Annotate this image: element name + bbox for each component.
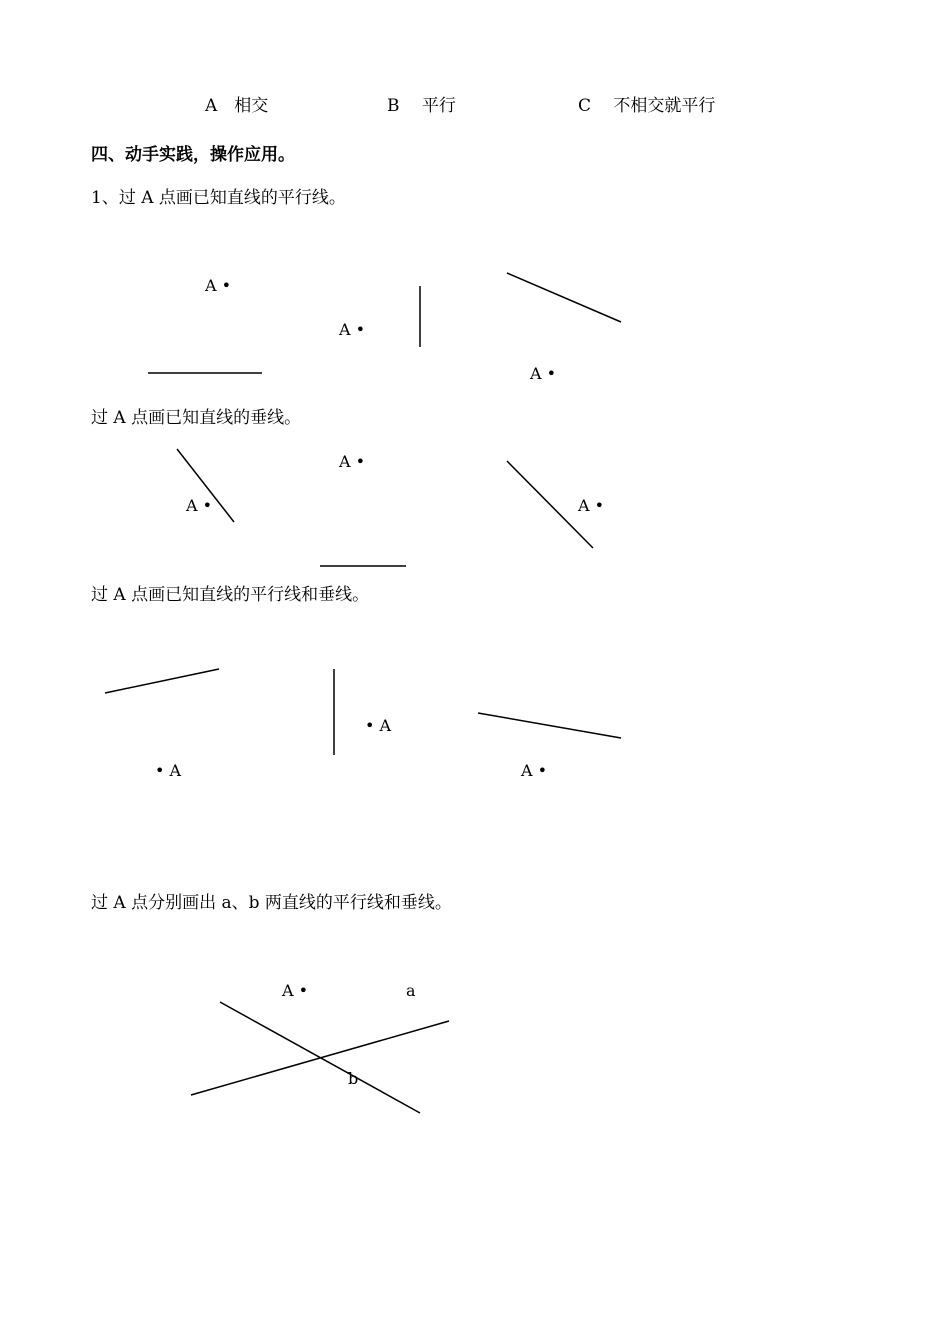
point-a-label: • A	[365, 716, 392, 735]
point-a-label: A •	[521, 761, 548, 780]
section-four-heading: 四、动手实践，操作应用。	[91, 145, 295, 165]
option-c: C 不相交就平行	[578, 96, 716, 116]
given-line	[105, 669, 219, 693]
point-a-label: A •	[339, 452, 366, 471]
point-a-label: • A	[155, 761, 182, 780]
point-a-label: A •	[339, 320, 366, 339]
task-parallel-prompt: 1、过 A 点画已知直线的平行线。	[91, 188, 346, 208]
task-ab-lines-prompt: 过 A 点分别画出 a、b 两直线的平行线和垂线。	[91, 893, 452, 913]
line-a-label: a	[406, 981, 416, 1000]
task-perpendicular-prompt: 过 A 点画已知直线的垂线。	[91, 408, 302, 428]
given-line	[478, 713, 621, 738]
point-a-label: A •	[205, 276, 232, 295]
option-a: A 相交	[205, 96, 269, 116]
option-b: B 平行	[387, 96, 456, 116]
point-a-label: A •	[186, 496, 213, 515]
point-a-label: A •	[530, 364, 557, 383]
task-parallel-and-perpendicular-prompt: 过 A 点画已知直线的平行线和垂线。	[91, 585, 370, 605]
line-b	[220, 1002, 420, 1113]
given-line	[507, 273, 621, 322]
point-a-label: A •	[282, 981, 309, 1000]
point-a-label: A •	[578, 496, 605, 515]
line-b-label: b	[348, 1069, 359, 1088]
